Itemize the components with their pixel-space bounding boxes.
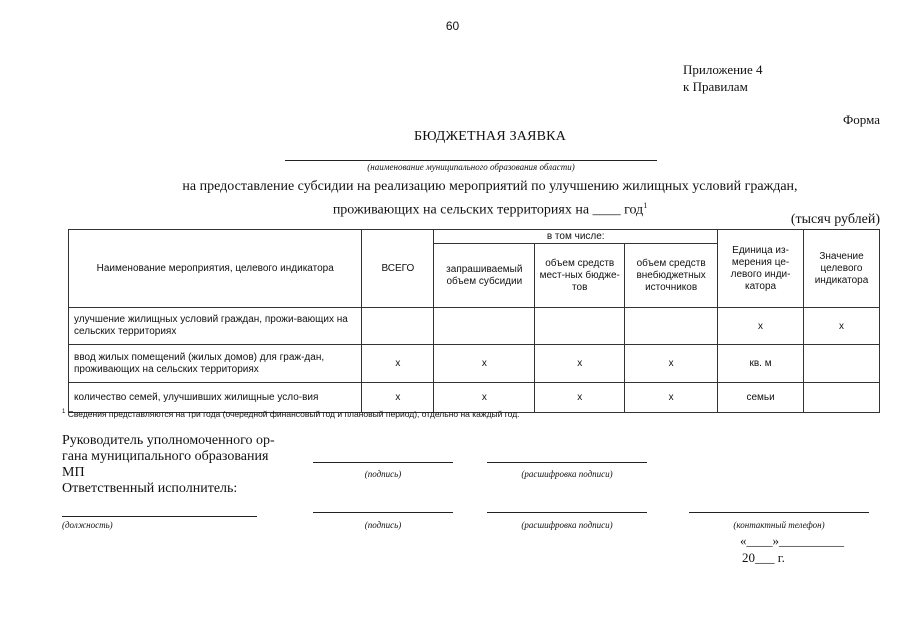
row-local: x xyxy=(535,383,625,413)
executor-position-caption: (должность) xyxy=(62,520,113,530)
budget-table xyxy=(68,229,880,413)
row-name: количество семей, улучшивших жилищные усло-вия xyxy=(69,383,362,413)
units-label: (тысяч рублей) xyxy=(790,212,880,227)
executor-decoding-caption: (расшифровка подписи) xyxy=(521,520,613,530)
subtitle-line-2-text: проживающих на сельских территориях на ____ год xyxy=(332,202,644,218)
head-decoding-caption: (расшифровка подписи) xyxy=(521,469,613,479)
subtitle-footnote-mark: 1 xyxy=(643,201,648,210)
header-including: в том числе: xyxy=(434,230,718,244)
executor-position-line[interactable] xyxy=(62,516,257,517)
subtitle-line-1: на предоставление субсидии на реализацию мероприятий по улучшению жилищных условий граждан, xyxy=(182,179,798,194)
year-field[interactable]: 20___ г. xyxy=(742,550,785,565)
page-number: 60 xyxy=(445,19,460,33)
row-local xyxy=(535,308,625,345)
header-total: ВСЕГО xyxy=(362,230,434,308)
executor-label: Ответственный исполнитель: xyxy=(62,481,238,496)
executor-signature-line[interactable] xyxy=(313,512,453,513)
head-label-line-2: гана муниципального образования xyxy=(62,449,269,464)
row-requested: x xyxy=(434,383,535,413)
row-total: x xyxy=(362,345,434,383)
executor-signature-caption: (подпись) xyxy=(364,520,402,530)
row-extra: x xyxy=(625,383,718,413)
row-name: улучшение жилищных условий граждан, прожи-вающих на сельских территориях xyxy=(69,308,362,345)
footnote-text: Сведения представляются на три года (очередной финансовый год и плановый период), отдельно на каждый год. xyxy=(67,409,520,419)
row-requested: x xyxy=(434,345,535,383)
row-value xyxy=(804,345,880,383)
mp-label: МП xyxy=(62,465,85,480)
executor-decoding-line[interactable] xyxy=(487,512,647,513)
row-local: x xyxy=(535,345,625,383)
executor-phone-line[interactable] xyxy=(689,512,869,513)
appendix-line-1: Приложение 4 xyxy=(683,62,763,77)
row-value xyxy=(804,383,880,413)
appendix-header xyxy=(683,61,763,95)
head-signature-line[interactable] xyxy=(313,462,453,463)
row-total xyxy=(362,308,434,345)
row-value: x xyxy=(804,308,880,345)
header-name: Наименование мероприятия, целевого индикатора xyxy=(69,230,362,308)
footnote xyxy=(62,409,520,419)
head-decoding-line[interactable] xyxy=(487,462,647,463)
form-label: Форма xyxy=(843,112,880,127)
table-row xyxy=(69,383,880,413)
header-value: Значение целевого индикатора xyxy=(804,230,880,308)
row-unit: семьи xyxy=(718,383,804,413)
row-extra xyxy=(625,308,718,345)
head-signature-label xyxy=(62,433,275,497)
row-requested xyxy=(434,308,535,345)
table-row xyxy=(69,308,880,345)
table-row xyxy=(69,345,880,383)
head-signature-caption: (подпись) xyxy=(364,469,402,479)
header-unit: Единица из-мерения це-левого инди-катора xyxy=(718,230,804,308)
header-local: объем средств мест-ных бюдже-тов xyxy=(535,244,625,308)
footnote-mark: 1 xyxy=(62,409,66,416)
date-field[interactable]: «____»__________ xyxy=(740,533,844,548)
header-requested: запрашиваемый объем субсидии xyxy=(434,244,535,308)
document-title: БЮДЖЕТНАЯ ЗАЯВКА xyxy=(413,129,567,144)
executor-phone-caption: (контактный телефон) xyxy=(733,520,825,530)
row-extra: x xyxy=(625,345,718,383)
row-unit: кв. м xyxy=(718,345,804,383)
appendix-line-2: к Правилам xyxy=(683,79,748,94)
document-subtitle xyxy=(0,177,905,220)
title-underline xyxy=(285,160,657,161)
row-name: ввод жилых помещений (жилых домов) для граж-дан, проживающих на сельских территориях xyxy=(69,345,362,383)
row-total: x xyxy=(362,383,434,413)
header-extra: объем средств внебюджетных источников xyxy=(625,244,718,308)
title-caption: (наименование муниципального образования области) xyxy=(367,162,575,172)
head-label-line-1: Руководитель уполномоченного ор- xyxy=(62,433,275,448)
subtitle-line-2 xyxy=(0,196,905,220)
row-unit: x xyxy=(718,308,804,345)
